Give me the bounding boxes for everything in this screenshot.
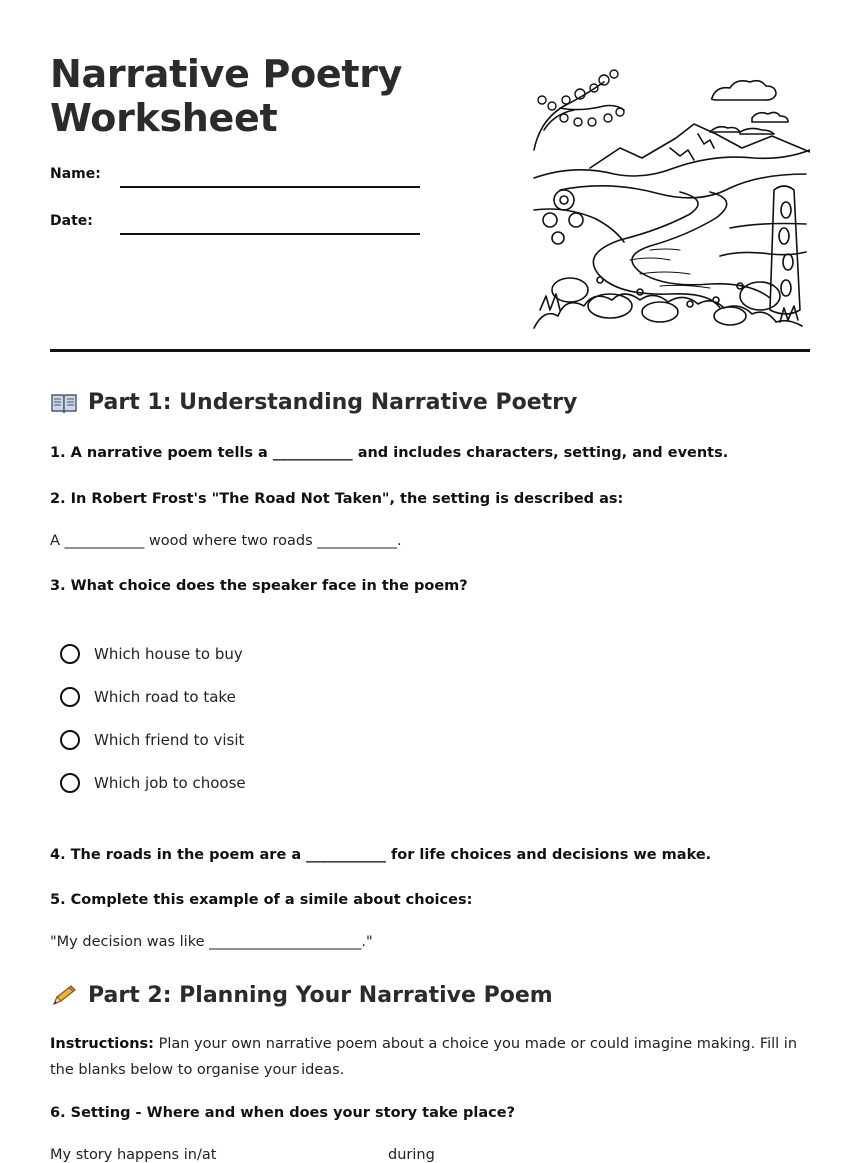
radio-button[interactable] — [60, 730, 80, 750]
date-field[interactable] — [120, 233, 420, 235]
part1-heading-text: Part 1: Understanding Narrative Poetry — [88, 390, 578, 415]
part1-heading — [50, 390, 577, 415]
section-divider — [50, 349, 810, 352]
open-book-icon — [50, 391, 78, 415]
q3-option-3[interactable] — [60, 730, 244, 750]
q3-option-2-label: Which road to take — [94, 688, 236, 706]
q3-option-3-label: Which friend to visit — [94, 731, 245, 749]
q3-option-2[interactable] — [60, 687, 236, 707]
instructions-label: Instructions: — [50, 1036, 154, 1052]
question-6-answer-a[interactable]: My story happens in/at — [50, 1147, 217, 1163]
question-5: 5. Complete this example of a simile about choices: — [50, 892, 473, 908]
title-line-1: Narrative Poetry — [50, 52, 403, 96]
radio-button[interactable] — [60, 687, 80, 707]
page-title — [50, 52, 402, 140]
q3-option-4-label: Which job to choose — [94, 774, 246, 792]
instructions — [50, 1031, 810, 1083]
question-2-answer-line[interactable]: A ___________ wood where two roads ___________. — [50, 533, 402, 549]
q3-option-4[interactable] — [60, 773, 246, 793]
name-field[interactable] — [120, 186, 420, 188]
part2-heading-text: Part 2: Planning Your Narrative Poem — [88, 983, 553, 1008]
pencil-icon — [50, 984, 78, 1008]
date-label: Date: — [50, 213, 93, 229]
question-3: 3. What choice does the speaker face in the poem? — [50, 578, 468, 594]
question-4: 4. The roads in the poem are a ___________ for life choices and decisions we make. — [50, 847, 712, 863]
landscape-illustration — [530, 60, 810, 332]
radio-button[interactable] — [60, 644, 80, 664]
question-6: 6. Setting - Where and when does your story take place? — [50, 1105, 516, 1121]
question-5-answer-line[interactable]: "My decision was like _____________________." — [50, 934, 373, 950]
title-line-2: Worksheet — [50, 96, 278, 140]
instructions-text: Plan your own narrative poem about a choice you made or could imagine making. Fill in the blanks below to organise your ideas. — [50, 1036, 798, 1078]
part2-heading — [50, 983, 553, 1008]
q3-option-1-label: Which house to buy — [94, 645, 243, 663]
radio-button[interactable] — [60, 773, 80, 793]
q3-option-1[interactable] — [60, 644, 243, 664]
name-label: Name: — [50, 166, 101, 182]
question-2: 2. In Robert Frost's "The Road Not Taken", the setting is described as: — [50, 491, 624, 507]
question-1: 1. A narrative poem tells a ___________ and includes characters, setting, and events. — [50, 445, 729, 461]
question-6-answer-b[interactable]: during — [388, 1147, 435, 1163]
